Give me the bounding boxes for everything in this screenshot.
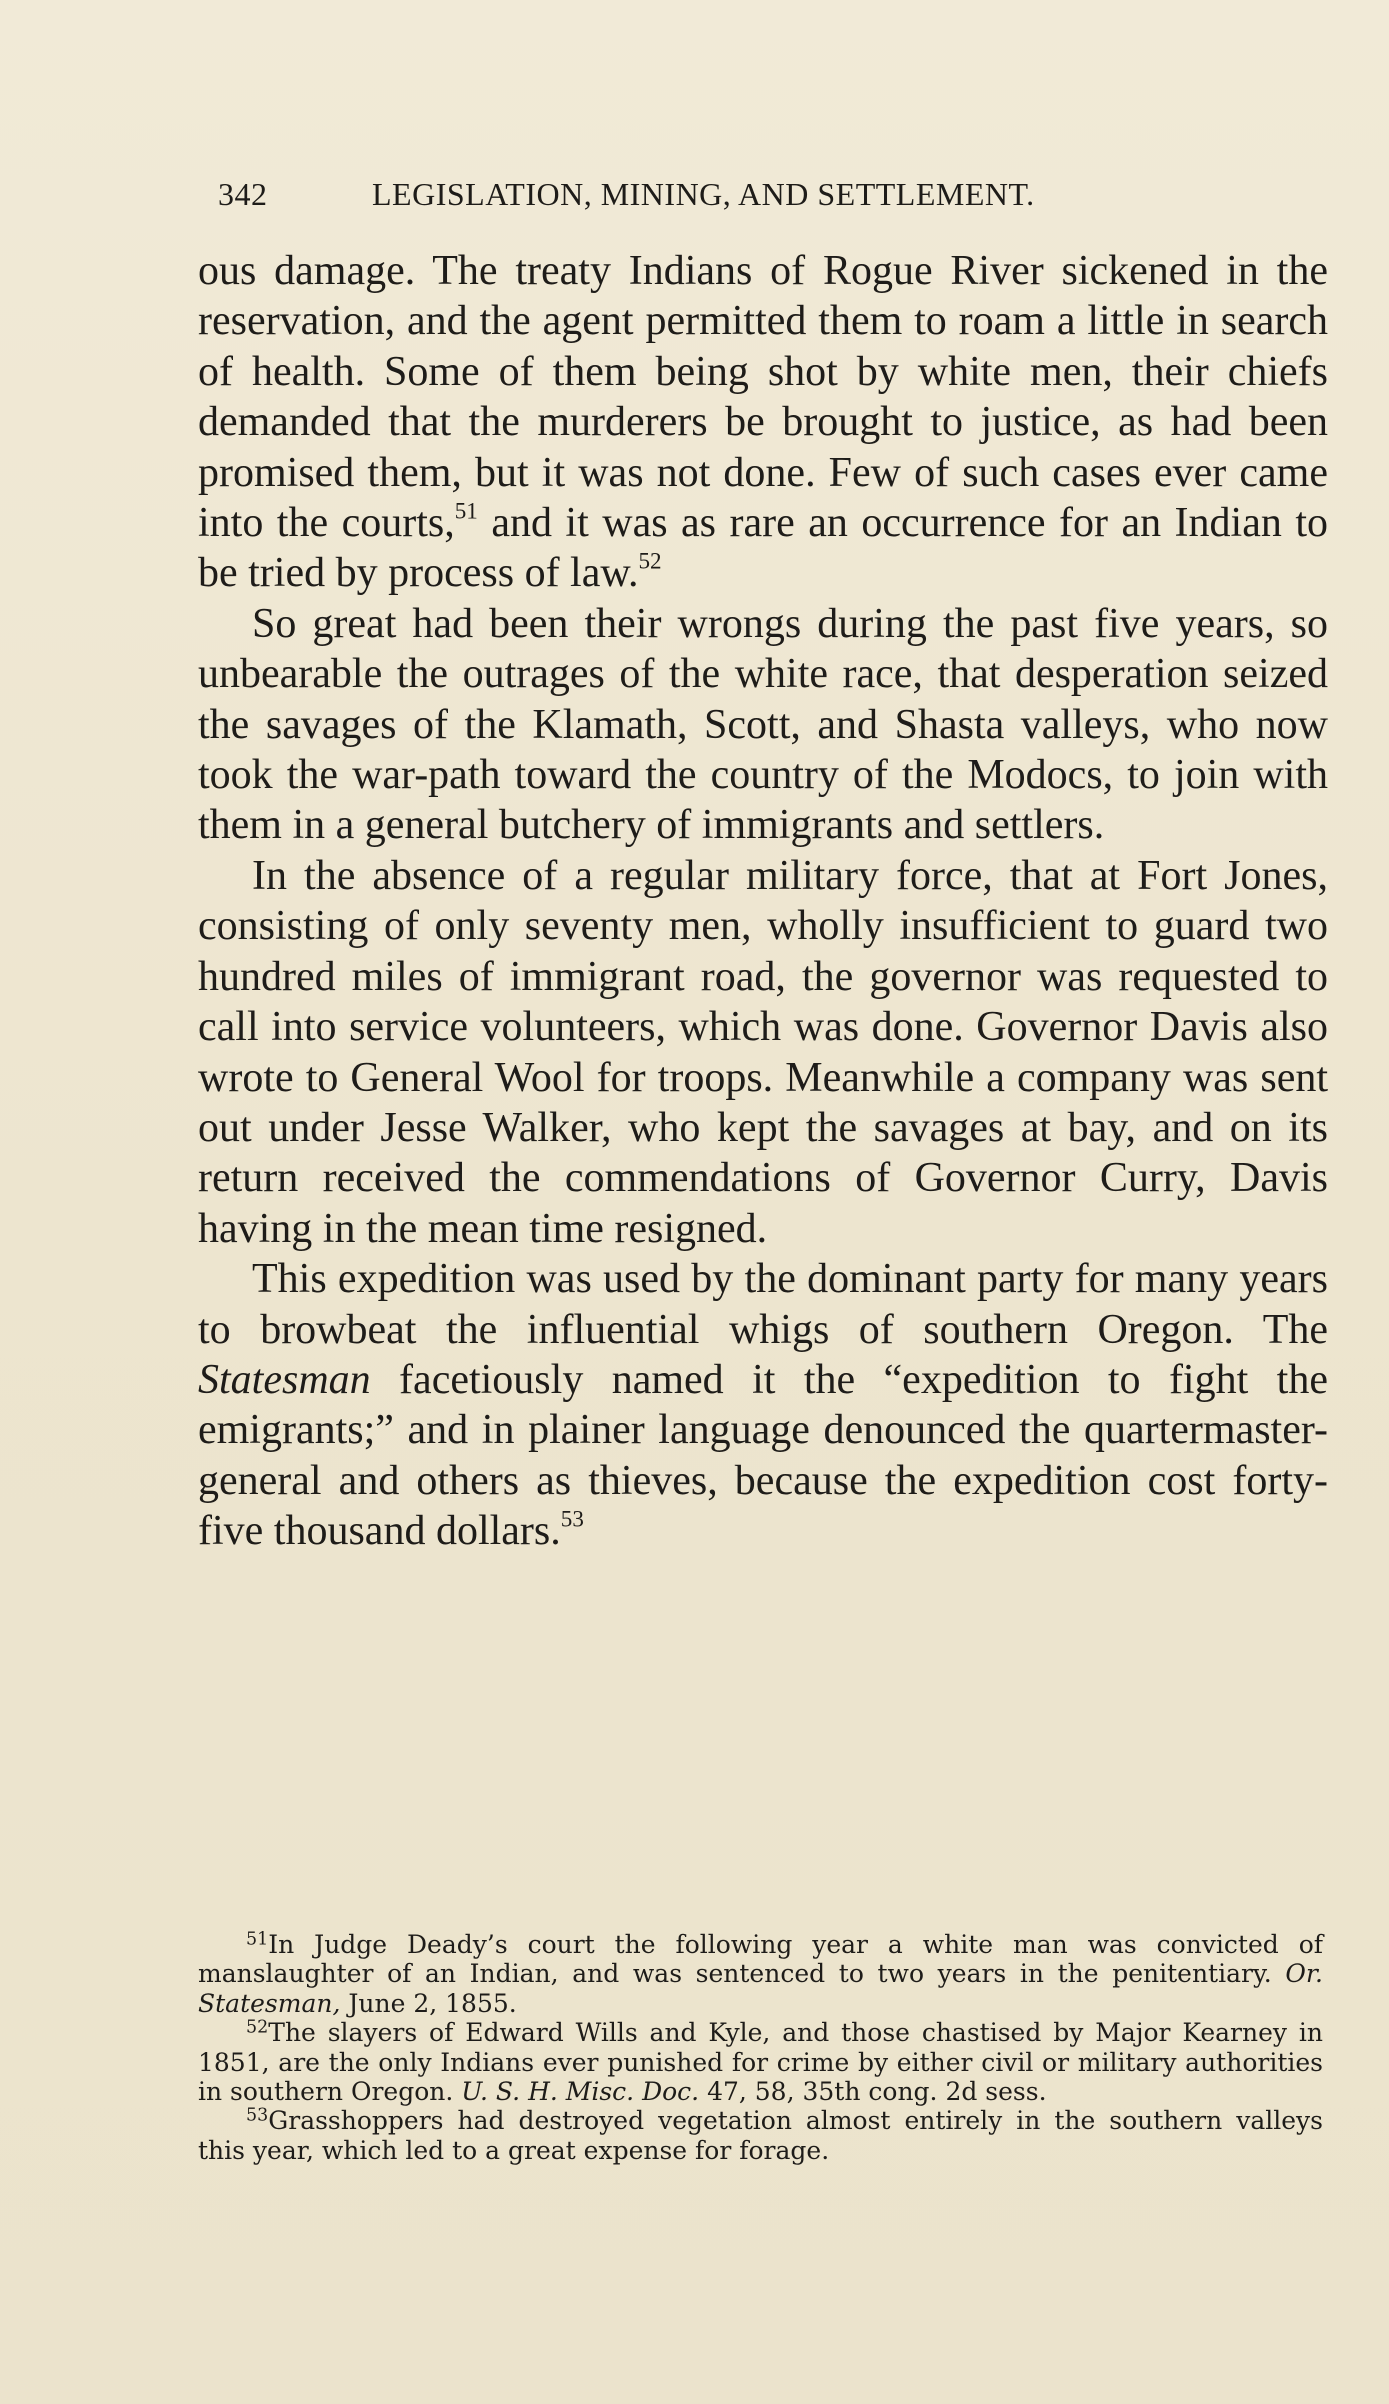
- body-text: [198, 246, 1328, 1557]
- footnote-51-text-a: In Judge Deady’s court the following year a white man was convicted of manslaughter of an Indian, and was sentenced to two years in the penitentiary.: [198, 1930, 1323, 1989]
- footnote-52: [198, 2018, 1323, 2106]
- footnote-52-citation: U. S. H. Misc. Doc.: [461, 2077, 700, 2107]
- paragraph-3: In the absence of a regular military force, that at Fort Jones, consisting of only seventy men, wholly insufficient to guard two hundred miles of immigrant road, the governor was requested to call into service volunteers, which was done. Governor Davis also wrote to General Wool for troops. Meanwhile a company was sent out under Jesse Walker, who kept the savages at bay, and on its return received the commendations of Governor Curry, Davis having in the mean time resigned.: [198, 852, 1328, 1252]
- page-number: 342: [218, 176, 268, 212]
- footnote-number-52: 52: [246, 2017, 269, 2038]
- footnote-number-53: 53: [246, 2105, 269, 2126]
- footnote-number-51: 51: [246, 1929, 269, 1950]
- footnote-52-text-b: 47, 58, 35th cong. 2d sess.: [699, 2077, 1047, 2107]
- paragraph-1-text-b: and it was as rare an occurrence for an Indian to be tried by process of law.: [198, 500, 1328, 597]
- footnote-51-text-b: June 2, 1855.: [340, 1988, 517, 2018]
- footnote-51-citation: Or. Statesman,: [198, 1959, 1323, 2018]
- paragraph-1-text-a: ous damage. The treaty Indians of Rogue River sickened in the reservation, and the agent permitted them to roam a little in search of health. Some of them being shot by white men, their chiefs demanded that the murderers be brought to justice, as had been promised them, but it was not done. Few of such cases ever came into the courts,: [198, 248, 1328, 547]
- footnote-52-text-a: The slayers of Edward Wills and Kyle, and those chastised by Major Kearney in 1851, are the only Indians ever punished for crime by either civil or military authorities in southern Oregon.: [198, 2018, 1323, 2107]
- paragraph-4-text-b: facetiously named it the “expedition to fight the emigrants;” and in plainer language denounced the quartermaster-general and others as thieves, because the expedition cost forty-five thousand dollars.: [198, 1356, 1328, 1555]
- newspaper-title: Statesman: [198, 1356, 371, 1403]
- page-header: [218, 176, 1153, 222]
- footnote-ref-51: 51: [454, 497, 478, 524]
- footnote-ref-52: 52: [638, 548, 662, 575]
- footnote-51: [198, 1930, 1323, 2018]
- paragraph-2: So great had been their wrongs during the past five years, so unbearable the outrages of the white race, that desperation seized the savages of the Klamath, Scott, and Shasta valleys, who now took the war-path toward the country of the Modocs, to join with them in a general butchery of immigrants and settlers.: [198, 600, 1328, 849]
- footnote-53-text: Grasshoppers had destroyed vegetation almost entirely in the southern valleys this year, which led to a great expense for forage.: [198, 2106, 1323, 2165]
- paragraph-4-text-a: This expedition was used by the dominant party for many years to browbeat the influential whigs of southern Oregon. The: [198, 1256, 1328, 1353]
- paragraph-1: [198, 246, 1328, 599]
- footnote-ref-53: 53: [560, 1505, 584, 1532]
- footnote-53: [198, 2106, 1323, 2165]
- running-title: LEGISLATION, MINING, AND SETTLEMENT.: [372, 176, 1035, 212]
- paragraph-4: [198, 1254, 1328, 1556]
- footnotes: [198, 1930, 1323, 2165]
